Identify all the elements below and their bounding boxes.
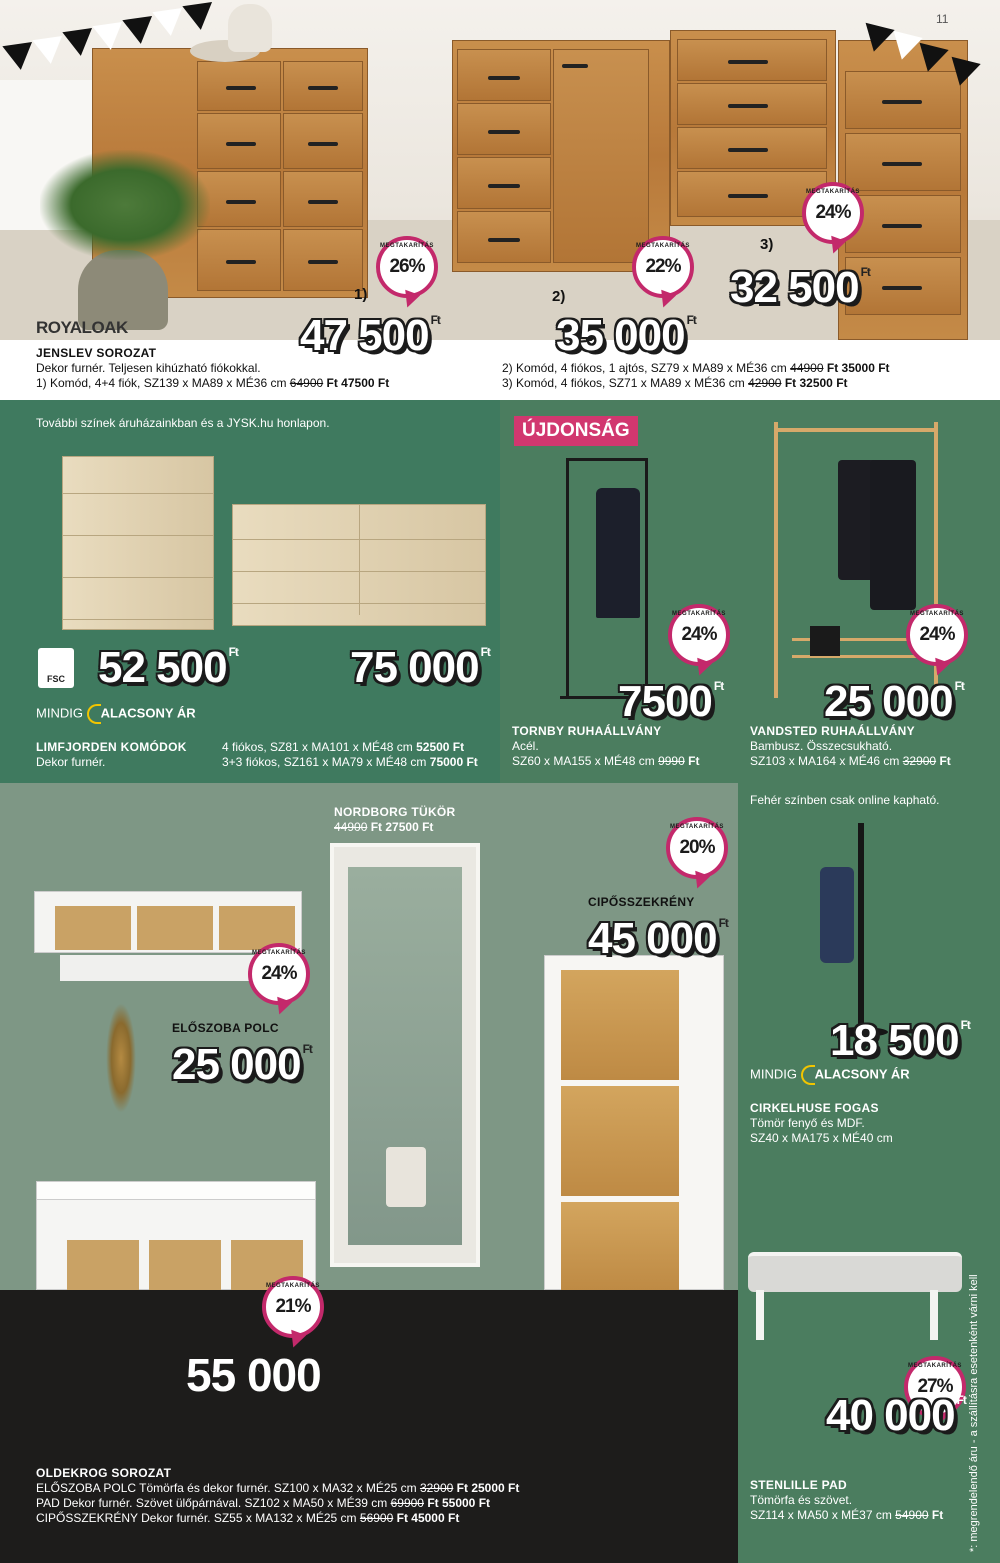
- vandsted-text: VANDSTED RUHAÁLLVÁNY Bambusz. Összecsukható. SZ103 x MA164 x MÉ46 cm 32900 Ft: [750, 724, 951, 768]
- jenslev-section: [0, 0, 1000, 400]
- discount-badge-tornby: MEGTAKARÍTÁS 24%: [668, 604, 730, 666]
- jenslev-line-2: 2) Komód, 4 fiókos, 1 ajtós, SZ79 x MA89 x MÉ36 cm 44900 Ft 35000 Ft: [502, 361, 890, 375]
- royaloak-logo: ROYALOAK: [36, 318, 128, 337]
- hallway-section: [0, 783, 738, 1290]
- oldekrog-section: [0, 1283, 738, 1563]
- mirror-text: NORDBORG TÜKÖR 44900 Ft 27500 Ft: [334, 805, 456, 834]
- cirkelhuse-section: [738, 783, 1000, 1160]
- boots: [810, 626, 840, 656]
- jenslev-text: [36, 346, 389, 391]
- page-number: 11: [936, 12, 949, 26]
- jenslev-desc: Dekor furnér. Teljesen kihúzható fiókokkal.: [36, 361, 261, 375]
- price-vandsted: 25 000 $^{Ft}$: [824, 677, 964, 726]
- discount-badge-shelf: MEGTAKARÍTÁS 24%: [248, 943, 310, 1005]
- cirkelhuse-text: CIRKELHUSE FOGAS Tömör fenyő és MDF. SZ40 x MA175 x MÉ40 cm: [750, 1101, 893, 1145]
- discount-badge-2: MEGTAKARÍTÁS 22%: [632, 236, 694, 298]
- cirkelhuse-note: Fehér színben csak online kapható.: [750, 793, 940, 807]
- blazer: [820, 867, 854, 963]
- vandsted-section: [738, 400, 1000, 783]
- stenlille-text: STENLILLE PAD Tömörfa és szövet. SZ114 x MA50 x MÉ37 cm 54900 Ft: [750, 1478, 944, 1522]
- dress-2: [870, 460, 916, 610]
- tornby-text: TORNBY RUHAÁLLVÁNY Acél. SZ60 x MA155 x MÉ48 cm 9990 Ft: [512, 724, 700, 768]
- limfjorden-note: További színek áruházainkban és a JYSK.hu honlapon.: [36, 416, 330, 430]
- price-stenlille: 40 000 $^{Ft}$: [826, 1391, 966, 1440]
- shelf-title: ELŐSZOBA POLC: [172, 1021, 279, 1035]
- vase: [228, 4, 272, 52]
- jenslev-line-3: 3) Komód, 4 fiókos, SZ71 x MA89 x MÉ36 cm 42900 Ft 32500 Ft: [502, 376, 848, 390]
- discount-badge-bench: MEGTAKARÍTÁS 21%: [262, 1276, 324, 1338]
- dresser-2: [452, 40, 670, 272]
- discount-badge-1: MEGTAKARÍTÁS 26%: [376, 236, 438, 298]
- delivery-note: *: megrendelendő áru - a szállításra esetenként várni kell: [968, 1274, 980, 1552]
- price-jenslev-1: 47 500 $^{Ft}$: [300, 311, 440, 360]
- fsc-logo: FSC: [38, 648, 74, 688]
- hook-rail: [60, 955, 270, 981]
- price-tornby: 7500 $^{Ft}$: [618, 677, 724, 726]
- price-jenslev-2: 35 000 $^{Ft}$: [556, 311, 696, 360]
- price-limfjorden-2: 75 000 $^{Ft}$: [350, 643, 490, 692]
- shoe-cabinet-title: CIPŐSSZEKRÉNY: [588, 895, 695, 909]
- plant-leaves: [40, 150, 210, 260]
- oldekrog-text: OLDEKROG SOROZAT ELŐSZOBA POLC Tömörfa és dekor furnér. SZ100 x MA32 x MÉ25 cm 32900 Ft 25000 Ft PAD Dekor furnér. Szövet ülőpárnával. SZ102 x MA50 x MÉ39 cm 69900 Ft 55000 Ft CIPŐSSZEKRÉNY Dekor furnér. SZ55 x MA132 x MÉ25 cm 56900 Ft 45000 Ft: [36, 1466, 520, 1525]
- limfjorden-lines: 4 fiókos, SZ81 x MA101 x MÉ48 cm 52500 Ft 3+3 fiókos, SZ161 x MA79 x MÉ48 cm 75000 Ft: [222, 740, 478, 769]
- stenlille-section: [738, 1160, 1000, 1563]
- new-tag: ÚJDONSÁG: [514, 416, 638, 446]
- jenslev-title: JENSLEV SOROZAT: [36, 346, 157, 360]
- discount-badge-3: MEGTAKARÍTÁS 24%: [802, 182, 864, 244]
- discount-badge-vandsted: MEGTAKARÍTÁS 24%: [906, 604, 968, 666]
- rack-bar: [774, 428, 938, 432]
- jacket: [596, 488, 640, 618]
- limfjorden-section: [0, 400, 500, 783]
- rack-post-left: [774, 422, 778, 698]
- bench-leg-1: [756, 1290, 764, 1340]
- discount-badge-mirror: MEGTAKARÍTÁS 20%: [666, 817, 728, 879]
- price-shoe-cabinet: 45 000 $^{Ft}$: [588, 914, 728, 963]
- item-2-number: 2): [552, 288, 566, 305]
- limfjorden-dresser-6: [232, 504, 486, 626]
- jenslev-text-right: [502, 361, 890, 391]
- limfjorden-dresser-4: [62, 456, 214, 630]
- tornby-section: [500, 400, 738, 783]
- storage-bench: [36, 1181, 316, 1290]
- price-cirkelhuse: 18 500 $^{Ft}$: [830, 1016, 970, 1065]
- limfjorden-text: LIMFJORDEN KOMÓDOK Dekor furnér.: [36, 740, 187, 769]
- item-3-number: 3): [760, 236, 774, 253]
- coat-stand: [858, 823, 864, 1033]
- wall-shelf: [34, 891, 302, 953]
- dried-flowers: [106, 1003, 136, 1113]
- price-limfjorden-1: 52 500 $^{Ft}$: [98, 643, 238, 692]
- mirror: [330, 843, 480, 1267]
- price-shelf: 25 000 $^{Ft}$: [172, 1040, 312, 1089]
- mindig-logo-1: MINDIG ALACSONY ÁR: [36, 704, 196, 724]
- price-bench: 55 000: [186, 1349, 321, 1401]
- mindig-logo-2: MINDIG ALACSONY ÁR: [750, 1065, 910, 1085]
- jenslev-line-1: 1) Komód, 4+4 fiók, SZ139 x MA89 x MÉ36 cm 64900 Ft 47500 Ft: [36, 376, 390, 390]
- bench-leg-2: [930, 1290, 938, 1340]
- shoe-cabinet: [544, 955, 724, 1290]
- upholstered-bench: [748, 1252, 962, 1292]
- item-1-number: 1): [354, 286, 368, 303]
- price-jenslev-3: 32 500 $^{Ft}$: [730, 263, 870, 312]
- discount-badge-stenlille: MEGTAKARÍTÁS 27%: [904, 1356, 966, 1418]
